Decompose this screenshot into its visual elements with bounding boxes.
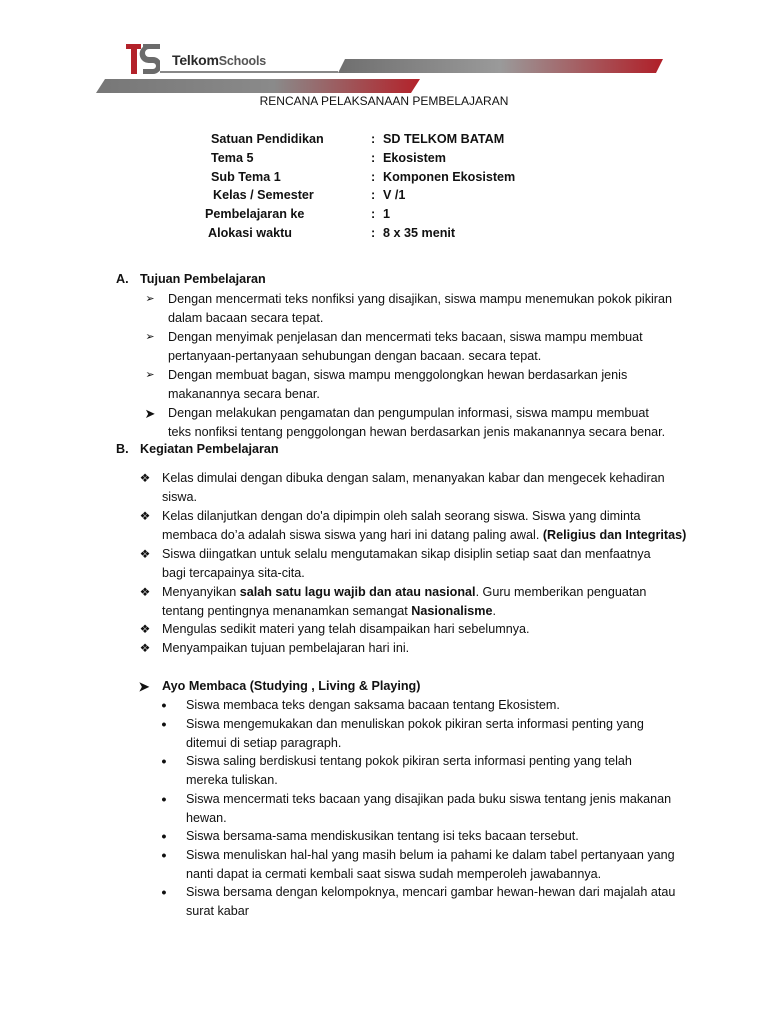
info-value: 1 bbox=[383, 207, 391, 221]
telkom-logo-icon bbox=[126, 44, 160, 74]
info-label: Kelas / Semester bbox=[213, 188, 314, 202]
diamond-bullet-icon: ❖ bbox=[139, 509, 151, 523]
dot-bullet-icon: • bbox=[161, 716, 167, 732]
header-stripes bbox=[0, 0, 768, 100]
info-value: V /1 bbox=[383, 188, 406, 202]
info-value: Komponen Ekosistem bbox=[383, 170, 516, 184]
info-label: Alokasi waktu bbox=[208, 226, 292, 240]
arrow-bullet-icon: ➢ bbox=[145, 369, 155, 381]
section-a-heading: A. Tujuan Pembelajaran bbox=[116, 272, 266, 286]
arrow-bullet-icon: ➤ bbox=[144, 406, 156, 421]
page-title: RENCANA PELAKSANAAN PEMBELAJARAN bbox=[259, 94, 509, 108]
diamond-bullet-icon: ❖ bbox=[139, 471, 151, 485]
diamond-bullet-icon: ❖ bbox=[139, 622, 151, 636]
info-value: Ekosistem bbox=[383, 151, 446, 165]
arrow-bullet-icon: ➢ bbox=[145, 293, 155, 305]
info-value: SD TELKOM BATAM bbox=[383, 132, 505, 146]
diamond-bullet-icon: ❖ bbox=[139, 547, 151, 561]
dot-bullet-icon: • bbox=[161, 884, 167, 900]
info-label: Sub Tema 1 bbox=[211, 170, 281, 184]
dot-bullet-icon: • bbox=[161, 753, 167, 769]
brand-name: TelkomSchools bbox=[172, 52, 267, 68]
arrow-bullet-icon: ➢ bbox=[145, 331, 155, 343]
diamond-bullet-icon: ❖ bbox=[139, 585, 151, 599]
dot-bullet-icon: • bbox=[161, 828, 167, 844]
arrow-bullet-icon: ➤ bbox=[138, 679, 150, 694]
info-label: Pembelajaran ke bbox=[205, 207, 305, 221]
dot-bullet-icon: • bbox=[161, 847, 167, 863]
info-value: 8 x 35 menit bbox=[383, 226, 456, 240]
info-label: Satuan Pendidikan bbox=[211, 132, 324, 146]
dot-bullet-icon: • bbox=[161, 697, 167, 713]
page-header bbox=[0, 0, 768, 100]
info-label: Tema 5 bbox=[211, 151, 254, 165]
diamond-bullet-icon: ❖ bbox=[139, 641, 151, 655]
dot-bullet-icon: • bbox=[161, 791, 167, 807]
section-b-heading: B. Kegiatan Pembelajaran bbox=[116, 442, 279, 456]
